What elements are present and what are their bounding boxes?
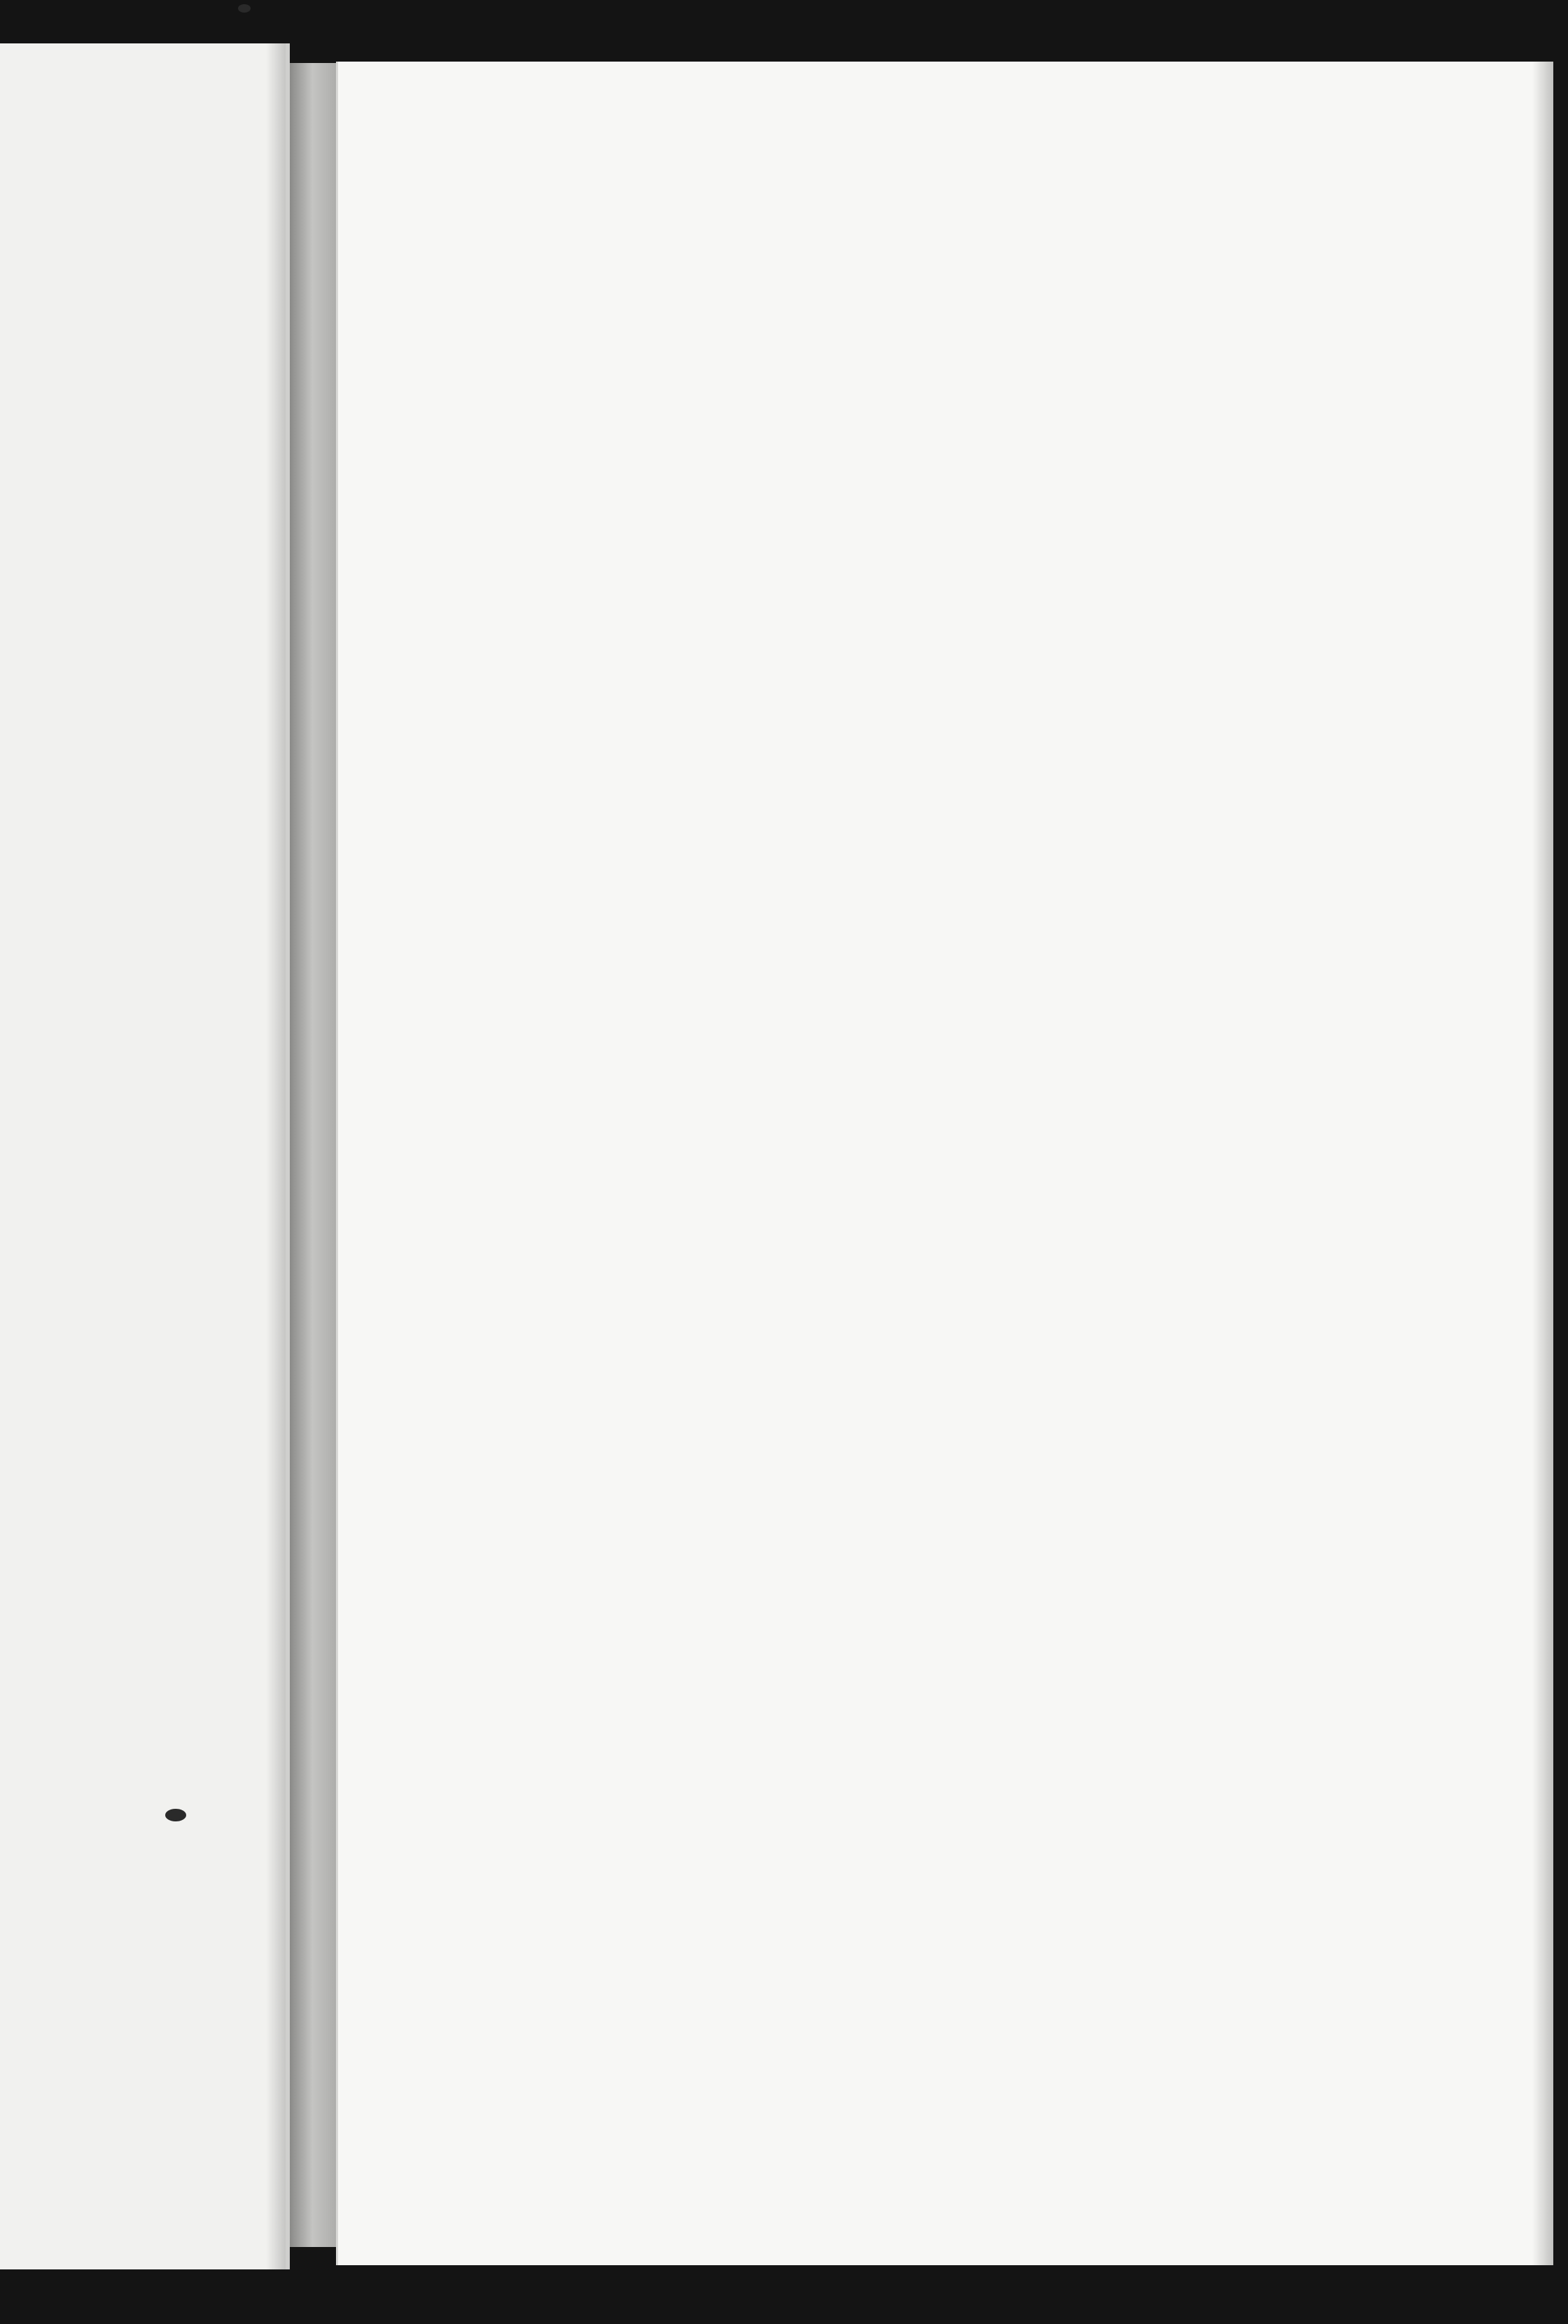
- ink-speck: [165, 1809, 186, 1821]
- right-page: [336, 62, 1553, 2265]
- ink-speck: [238, 4, 251, 13]
- left-facing-page: [0, 43, 290, 2269]
- book-gutter: [290, 63, 340, 2247]
- right-page-shadow: [1532, 62, 1553, 2265]
- left-page-shadow: [266, 43, 286, 2269]
